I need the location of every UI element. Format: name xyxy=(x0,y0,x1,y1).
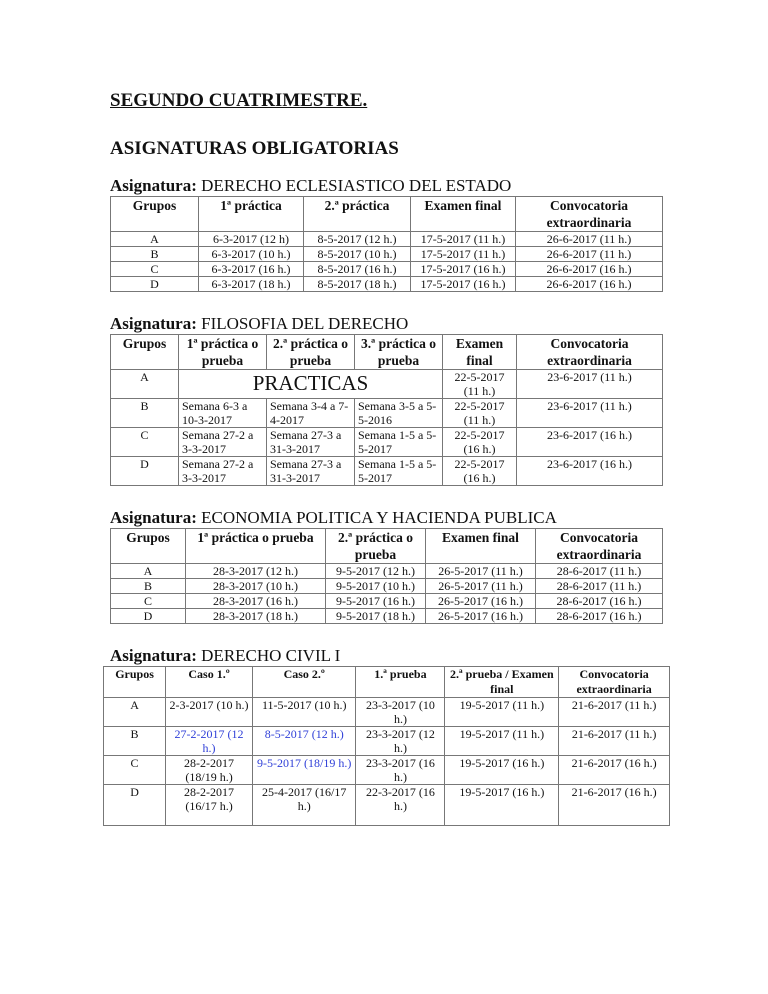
table-cell: A xyxy=(111,370,179,399)
table-cell: 19-5-2017 (11 h.) xyxy=(445,727,559,756)
subject-heading-4: Asignatura: DERECHO CIVIL I xyxy=(110,646,341,665)
table-cell: 28-6-2017 (16 h.) xyxy=(536,594,663,609)
table-cell: 23-6-2017 (16 h.) xyxy=(517,457,663,486)
column-header: Convocatoria extraordinaria xyxy=(536,529,663,564)
schedule-table-economia xyxy=(110,528,663,624)
table-cell: 22-5-2017 (16 h.) xyxy=(443,428,517,457)
table-row xyxy=(111,457,663,486)
table-row xyxy=(111,399,663,428)
table-cell: 23-6-2017 (16 h.) xyxy=(517,428,663,457)
table-cell: 17-5-2017 (16 h.) xyxy=(411,262,516,277)
table-cell: 8-5-2017 (12 h.) xyxy=(252,727,355,756)
table-cell: 8-5-2017 (18 h.) xyxy=(304,277,411,292)
table-row xyxy=(111,370,663,399)
subject-heading-1: Asignatura: DERECHO ECLESIASTICO DEL ESTADO xyxy=(110,176,512,195)
table-row xyxy=(104,727,670,756)
practicas-merged-cell: PRACTICAS xyxy=(179,370,443,399)
column-header: Caso 1.º xyxy=(166,667,253,698)
schedule-table-civil xyxy=(103,666,670,826)
table-cell: 22-3-2017 (16 h.) xyxy=(356,785,445,826)
section-title: ASIGNATURAS OBLIGATORIAS xyxy=(110,138,399,159)
table-cell: 28-2-2017 (16/17 h.) xyxy=(166,785,253,826)
column-header: Caso 2.º xyxy=(252,667,355,698)
table-cell: 23-3-2017 (16 h.) xyxy=(356,756,445,785)
table-row xyxy=(104,756,670,785)
table-row xyxy=(111,247,663,262)
table-cell: 26-5-2017 (16 h.) xyxy=(426,609,536,624)
column-header: Grupos xyxy=(111,335,179,370)
column-header: Grupos xyxy=(111,197,199,232)
table-row xyxy=(111,428,663,457)
column-header: Examen final xyxy=(426,529,536,564)
table-cell: 28-3-2017 (12 h.) xyxy=(186,564,326,579)
table-cell: 22-5-2017 (11 h.) xyxy=(443,370,517,399)
table-cell: 28-3-2017 (18 h.) xyxy=(186,609,326,624)
header-row xyxy=(111,197,663,232)
column-header: 2.ª práctica xyxy=(304,197,411,232)
civil-table-wrapper xyxy=(103,666,670,826)
table-cell: 9-5-2017 (10 h.) xyxy=(326,579,426,594)
table-cell: B xyxy=(111,399,179,428)
table-cell: 26-6-2017 (16 h.) xyxy=(516,277,663,292)
table-cell: A xyxy=(111,564,186,579)
table-cell: C xyxy=(111,262,199,277)
page-title: SEGUNDO CUATRIMESTRE. xyxy=(110,90,368,111)
table-cell: 28-2-2017 (18/19 h.) xyxy=(166,756,253,785)
table-cell: D xyxy=(111,609,186,624)
table-row xyxy=(111,564,663,579)
table-cell: 22-5-2017 (11 h.) xyxy=(443,399,517,428)
column-header: 2.ª práctica o prueba xyxy=(326,529,426,564)
table-cell: 21-6-2017 (11 h.) xyxy=(559,727,670,756)
table-row xyxy=(104,785,670,826)
table-cell: Semana 3-5 a 5-5-2016 xyxy=(355,399,443,428)
table-cell: Semana 27-2 a 3-3-2017 xyxy=(179,428,267,457)
table-cell: A xyxy=(111,232,199,247)
table-cell: 28-3-2017 (16 h.) xyxy=(186,594,326,609)
table-cell: B xyxy=(111,247,199,262)
table-cell: 22-5-2017 (16 h.) xyxy=(443,457,517,486)
table-cell: 26-6-2017 (11 h.) xyxy=(516,232,663,247)
header-row xyxy=(104,667,670,698)
table-cell: 8-5-2017 (16 h.) xyxy=(304,262,411,277)
column-header: 3.ª práctica o prueba xyxy=(355,335,443,370)
table-row xyxy=(111,579,663,594)
column-header: Grupos xyxy=(104,667,166,698)
table-cell: 9-5-2017 (18 h.) xyxy=(326,609,426,624)
table-cell: Semana 27-3 a 31-3-2017 xyxy=(267,428,355,457)
table-cell: 17-5-2017 (16 h.) xyxy=(411,277,516,292)
column-header: Convocatoria extraordinaria xyxy=(516,197,663,232)
table-cell: 9-5-2017 (18/19 h.) xyxy=(252,756,355,785)
table-cell: 21-6-2017 (16 h.) xyxy=(559,756,670,785)
table-cell: 6-3-2017 (16 h.) xyxy=(199,262,304,277)
table-cell: Semana 27-3 a 31-3-2017 xyxy=(267,457,355,486)
table-cell: 26-6-2017 (11 h.) xyxy=(516,247,663,262)
column-header: 1.ª prueba xyxy=(356,667,445,698)
table-cell: 17-5-2017 (11 h.) xyxy=(411,232,516,247)
table-cell: 23-3-2017 (12 h.) xyxy=(356,727,445,756)
subject-heading-3: Asignatura: ECONOMIA POLITICA Y HACIENDA PUBLICA xyxy=(110,508,557,527)
column-header: 1ª práctica o prueba xyxy=(179,335,267,370)
table-cell: B xyxy=(111,579,186,594)
table-cell: 23-6-2017 (11 h.) xyxy=(517,399,663,428)
table-cell: 28-6-2017 (11 h.) xyxy=(536,564,663,579)
table-cell: 26-6-2017 (16 h.) xyxy=(516,262,663,277)
table-cell: 6-3-2017 (12 h) xyxy=(199,232,304,247)
column-header: Convocatoria extraordinaria xyxy=(559,667,670,698)
table-cell: D xyxy=(111,457,179,486)
column-header: Grupos xyxy=(111,529,186,564)
table-row xyxy=(104,698,670,727)
table-cell: 27-2-2017 (12 h.) xyxy=(166,727,253,756)
column-header: 1ª práctica xyxy=(199,197,304,232)
table-row xyxy=(111,232,663,247)
column-header: Examen final xyxy=(411,197,516,232)
column-header: 1ª práctica o prueba xyxy=(186,529,326,564)
table-cell: 6-3-2017 (10 h.) xyxy=(199,247,304,262)
table-cell: D xyxy=(104,785,166,826)
table-cell: 6-3-2017 (18 h.) xyxy=(199,277,304,292)
table-cell: Semana 6-3 a 10-3-2017 xyxy=(179,399,267,428)
table-row xyxy=(111,609,663,624)
table-cell: 28-6-2017 (16 h.) xyxy=(536,609,663,624)
table-cell: 2-3-2017 (10 h.) xyxy=(166,698,253,727)
table-cell: 28-3-2017 (10 h.) xyxy=(186,579,326,594)
column-header: Examen final xyxy=(443,335,517,370)
header-row xyxy=(111,335,663,370)
table-cell: 9-5-2017 (12 h.) xyxy=(326,564,426,579)
header-row xyxy=(111,529,663,564)
column-header: 2.ª prueba / Examen final xyxy=(445,667,559,698)
table-cell: 19-5-2017 (11 h.) xyxy=(445,698,559,727)
table-row xyxy=(111,262,663,277)
table-cell: 23-6-2017 (11 h.) xyxy=(517,370,663,399)
table-cell: A xyxy=(104,698,166,727)
table-cell: 25-4-2017 (16/17 h.) xyxy=(252,785,355,826)
table-cell: C xyxy=(111,428,179,457)
table-cell: Semana 1-5 a 5-5-2017 xyxy=(355,428,443,457)
schedule-table-eclesiastico xyxy=(110,196,663,292)
table-cell: C xyxy=(104,756,166,785)
table-cell: 11-5-2017 (10 h.) xyxy=(252,698,355,727)
table-cell: 19-5-2017 (16 h.) xyxy=(445,785,559,826)
table-cell: 26-5-2017 (11 h.) xyxy=(426,564,536,579)
table-cell: 9-5-2017 (16 h.) xyxy=(326,594,426,609)
column-header: Convocatoria extraordinaria xyxy=(517,335,663,370)
table-cell: 26-5-2017 (11 h.) xyxy=(426,579,536,594)
table-row xyxy=(111,277,663,292)
table-cell: D xyxy=(111,277,199,292)
table-cell: 23-3-2017 (10 h.) xyxy=(356,698,445,727)
table-cell: 21-6-2017 (11 h.) xyxy=(559,698,670,727)
column-header: 2.ª práctica o prueba xyxy=(267,335,355,370)
table-cell: 17-5-2017 (11 h.) xyxy=(411,247,516,262)
table-cell: Semana 1-5 a 5-5-2017 xyxy=(355,457,443,486)
table-cell: 26-5-2017 (16 h.) xyxy=(426,594,536,609)
table-cell: 28-6-2017 (11 h.) xyxy=(536,579,663,594)
table-cell: Semana 27-2 a 3-3-2017 xyxy=(179,457,267,486)
table-row xyxy=(111,594,663,609)
table-cell: 19-5-2017 (16 h.) xyxy=(445,756,559,785)
table-cell: 21-6-2017 (16 h.) xyxy=(559,785,670,826)
schedule-table-filosofia xyxy=(110,334,663,486)
table-cell: B xyxy=(104,727,166,756)
table-cell: 8-5-2017 (10 h.) xyxy=(304,247,411,262)
subject-heading-2: Asignatura: FILOSOFIA DEL DERECHO xyxy=(110,314,409,333)
table-cell: C xyxy=(111,594,186,609)
table-cell: Semana 3-4 a 7-4-2017 xyxy=(267,399,355,428)
table-cell: 8-5-2017 (12 h.) xyxy=(304,232,411,247)
